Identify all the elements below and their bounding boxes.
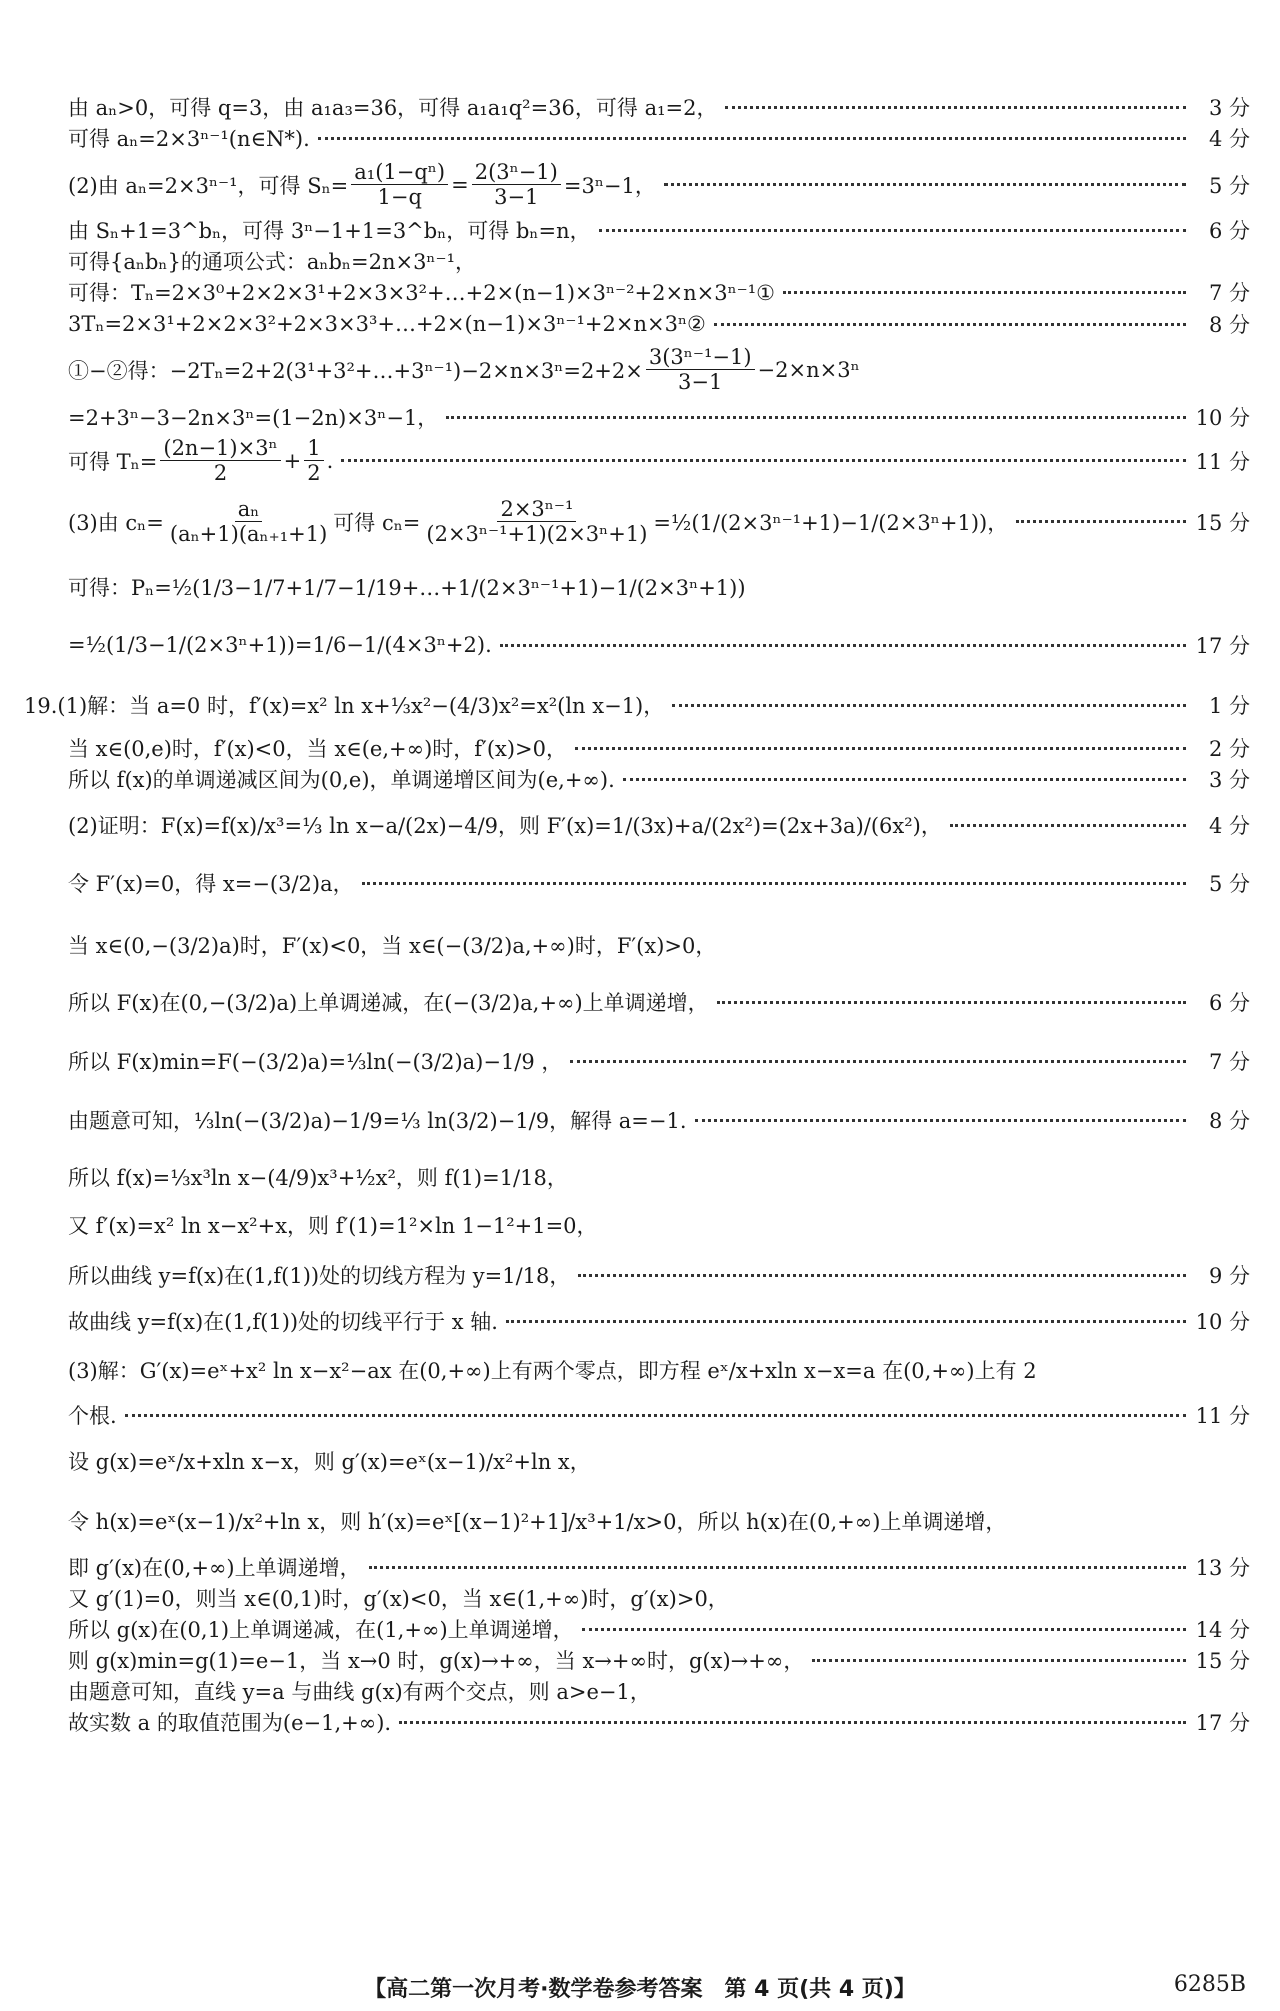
answer-line: (2)证明：F(x)=f(x)/x³=⅓ ln x−a/(2x)−4/9，则 F′(x)=1/(3x)+a/(2x²)=(2x+3a)/(6x²)， 4 分 — [68, 814, 1250, 838]
answer-line: 故曲线 y=f(x)在(1,f(1))处的切线平行于 x 轴. 10 分 — [68, 1310, 1250, 1334]
answer-line: 即 g′(x)在(0,+∞)上单调递增， 13 分 — [68, 1556, 1250, 1580]
answer-line: 设 g(x)=eˣ/x+xln x−x，则 g′(x)=eˣ(x−1)/x²+ln x， — [68, 1450, 591, 1474]
answer-line: ①−②得：−2Tₙ=2+2(3¹+3²+…+3ⁿ⁻¹)−2×n×3ⁿ=2+2× $\frac{\text{3(3ⁿ⁻¹−1)}}{3-1}$ −2×n×3ⁿ — [68, 345, 860, 395]
answer-line: (3)由 cₙ= $\frac{\text{aₙ}}{\text{(aₙ+1)(aₙ₊₁+1)}}$ 可得 cₙ= $\frac{\text{2×3ⁿ⁻¹}}{\text{(2×3ⁿ⁻¹+1)(2×3ⁿ+1)}}$ =½(1/(2×3ⁿ⁻¹+1)−1/(2×3ⁿ+1))， 15 分 — [68, 497, 1250, 547]
answer-line: =½(1/3−1/(2×3ⁿ+1))=1/6−1/(4×3ⁿ+2). 17 分 — [68, 633, 1250, 658]
answer-line: 当 x∈(0,e)时，f′(x)<0，当 x∈(e,+∞)时，f′(x)>0， 2 分 — [68, 737, 1250, 761]
answer-line: =2+3ⁿ−3−2n×3ⁿ=(1−2n)×3ⁿ−1， 10 分 — [68, 406, 1250, 430]
answer-line: 又 g′(1)=0，则当 x∈(0,1)时，g′(x)<0，当 x∈(1,+∞)时，g′(x)>0， — [68, 1587, 729, 1611]
answer-line: (2)由 aₙ=2×3ⁿ⁻¹，可得 Sₙ= $\frac{\text{a₁(1−qⁿ)}}{1-q}$ = $\frac{\text{2(3ⁿ−1)}}{3-1}$ =3ⁿ−1， 5 分 — [68, 160, 1250, 210]
answer-line: 由 aₙ>0，可得 q=3，由 a₁a₃=36，可得 a₁a₁q²=36，可得 a₁=2， 3 分 — [68, 96, 1250, 120]
answer-line: 3Tₙ=2×3¹+2×2×3²+2×3×3³+…+2×(n−1)×3ⁿ⁻¹+2×n×3ⁿ② 8 分 — [68, 312, 1250, 337]
answer-line: 所以 g(x)在(0,1)上单调递减，在(1,+∞)上单调递增， 14 分 — [68, 1618, 1250, 1642]
answer-line: 由题意可知，⅓ln(−(3/2)a)−1/9=⅓ ln(3/2)−1/9，解得 a=−1. 8 分 — [68, 1109, 1250, 1133]
document-code: 6285B — [1173, 1972, 1246, 1997]
answer-line: 所以 F(x)min=F(−(3/2)a)=⅓ln(−(3/2)a)−1/9 ， 7 分 — [68, 1050, 1250, 1074]
answer-line: (3)解：G′(x)=eˣ+x² ln x−x²−ax 在(0,+∞)上有两个零点，即方程 eˣ/x+xln x−x=a 在(0,+∞)上有 2 — [68, 1359, 1037, 1383]
answer-line: 由题意可知，直线 y=a 与曲线 g(x)有两个交点，则 a>e−1， — [68, 1680, 651, 1704]
answer-line: 令 h(x)=eˣ(x−1)/x²+ln x，则 h′(x)=eˣ[(x−1)²+1]/x³+1/x>0，所以 h(x)在(0,+∞)上单调递增， — [68, 1510, 1007, 1534]
page-footer: 【高二第一次月考·数学卷参考答案 第 4 页(共 4 页)】 — [364, 1977, 916, 2002]
answer-line: 个根. 11 分 — [68, 1404, 1250, 1428]
answer-line: 可得：Pₙ=½(1/3−1/7+1/7−1/19+…+1/(2×3ⁿ⁻¹+1)−1/(2×3ⁿ+1)) — [68, 576, 746, 600]
answer-line: 令 F′(x)=0，得 x=−(3/2)a， 5 分 — [68, 872, 1250, 896]
answer-line: 由 Sₙ+1=3^bₙ，可得 3ⁿ−1+1=3^bₙ，可得 bₙ=n， 6 分 — [68, 219, 1250, 243]
answer-line: 可得 aₙ=2×3ⁿ⁻¹(n∈N*). 4 分 — [68, 127, 1250, 151]
answer-line: 所以 f(x)=⅓x³ln x−(4/9)x³+½x²，则 f(1)=1/18， — [68, 1166, 568, 1190]
question-19-line: 19.(1)解：当 a=0 时，f′(x)=x² ln x+⅓x²−(4/3)x²=x²(ln x−1)， 1 分 — [24, 694, 1250, 718]
answer-line: 可得 Tₙ= $\frac{\text{(2n−1)×3ⁿ}}{2}$ + $\frac{1}{2}$ . 11 分 — [68, 436, 1250, 486]
answer-line: 可得：Tₙ=2×3⁰+2×2×3¹+2×3×3²+…+2×(n−1)×3ⁿ⁻²+2×n×3ⁿ⁻¹① 7 分 — [68, 281, 1250, 305]
answer-line: 则 g(x)min=g(1)=e−1，当 x→0 时，g(x)→+∞，当 x→+∞时，g(x)→+∞， 15 分 — [68, 1649, 1250, 1673]
answer-line: 可得{aₙbₙ}的通项公式：aₙbₙ=2n×3ⁿ⁻¹， — [68, 250, 477, 274]
answer-line: 当 x∈(0,−(3/2)a)时，F′(x)<0，当 x∈(−(3/2)a,+∞)时，F′(x)>0， — [68, 934, 717, 958]
answer-line: 又 f′(x)=x² ln x−x²+x，则 f′(1)=1²×ln 1−1²+1=0， — [68, 1214, 598, 1238]
answer-line: 故实数 a 的取值范围为(e−1,+∞). 17 分 — [68, 1711, 1250, 1735]
answer-line: 所以曲线 y=f(x)在(1,f(1))处的切线方程为 y=1/18， 9 分 — [68, 1264, 1250, 1288]
answer-line: 所以 f(x)的单调递减区间为(0,e)，单调递增区间为(e,+∞). 3 分 — [68, 768, 1250, 792]
answer-line: 所以 F(x)在(0,−(3/2)a)上单调递减，在(−(3/2)a,+∞)上单调递增， 6 分 — [68, 991, 1250, 1015]
